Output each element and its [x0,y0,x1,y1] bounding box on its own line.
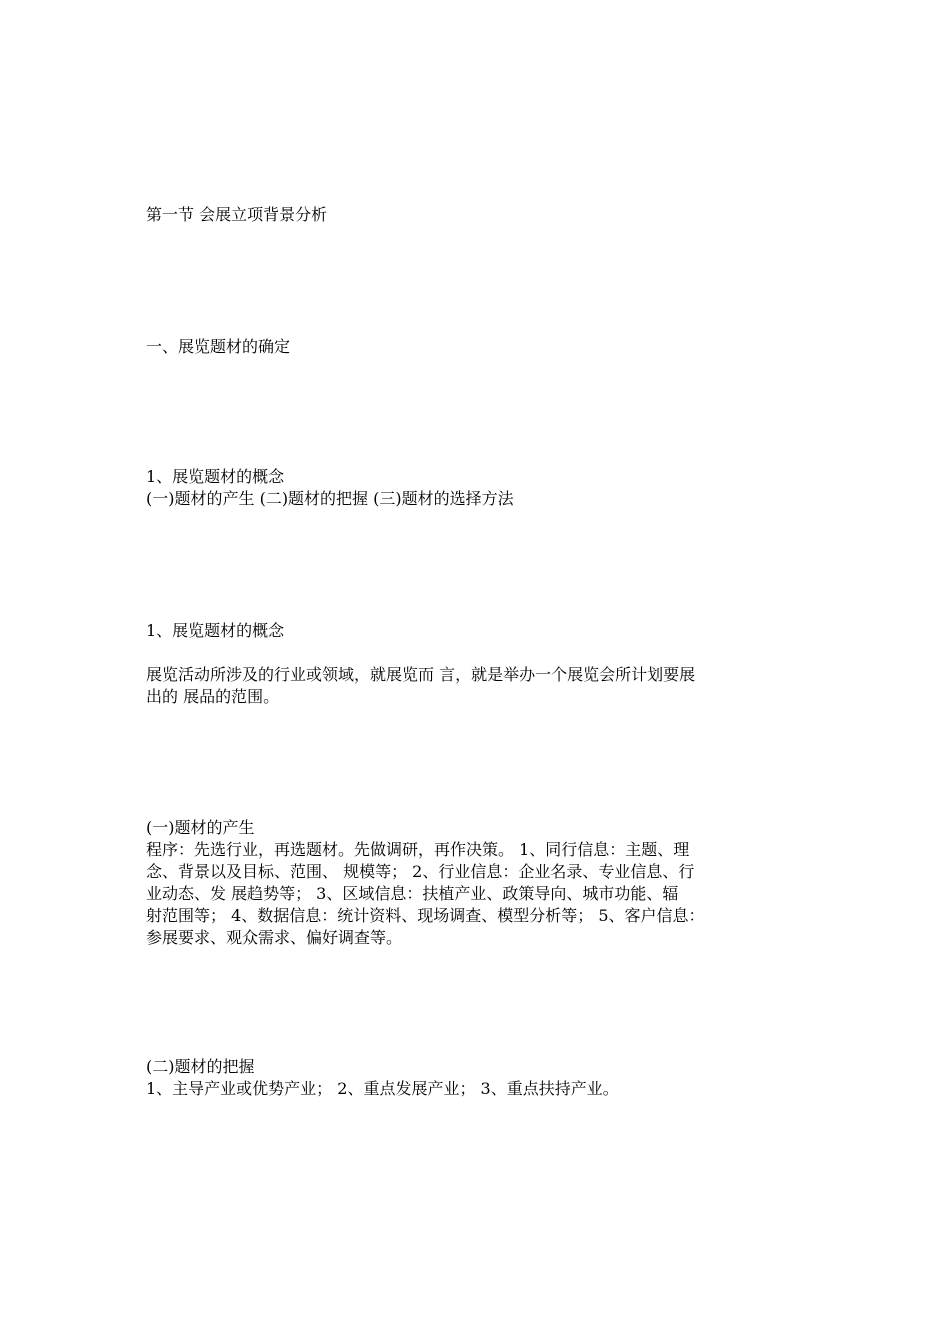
section-title: 第一节 会展立项背景分析 [146,205,328,224]
origin-line: 射范围等； 4、数据信息：统计资料、现场调查、模型分析等； 5、客户信息： [146,906,705,925]
section-title-block [146,204,814,226]
concept-body-block [146,664,814,708]
heading-1-block [146,336,814,358]
concept-heading-block [146,620,814,642]
concept-body-line: 出的 展品的范围。 [146,687,280,706]
origin-line: 业动态、发 展趋势等； 3、区域信息：扶植产业、政策导向、城市功能、辐 [146,884,679,903]
outline-subitems: (一)题材的产生 (二)题材的把握 (三)题材的选择方法 [146,489,514,508]
outline-item: 1、展览题材的概念 [146,467,285,486]
outline-block [146,466,814,510]
grasp-block [146,1056,814,1100]
grasp-body: 1、主导产业或优势产业； 2、重点发展产业； 3、重点扶持产业。 [146,1079,619,1098]
grasp-heading: (二)题材的把握 [146,1057,255,1076]
concept-heading: 1、展览题材的概念 [146,621,285,640]
origin-block [146,817,814,949]
origin-line: 念、背景以及目标、范围、 规模等； 2、行业信息：企业名录、专业信息、行 [146,862,695,881]
origin-heading: (一)题材的产生 [146,818,255,837]
origin-line: 程序：先选行业，再选题材。先做调研，再作决策。 1、同行信息：主题、理 [146,840,690,859]
concept-body-line: 展览活动所涉及的行业或领域，就展览而 言，就是举办一个展览会所计划要展 [146,665,696,684]
origin-line: 参展要求、观众需求、偏好调查等。 [146,928,403,947]
heading-1: 一、展览题材的确定 [146,337,291,356]
